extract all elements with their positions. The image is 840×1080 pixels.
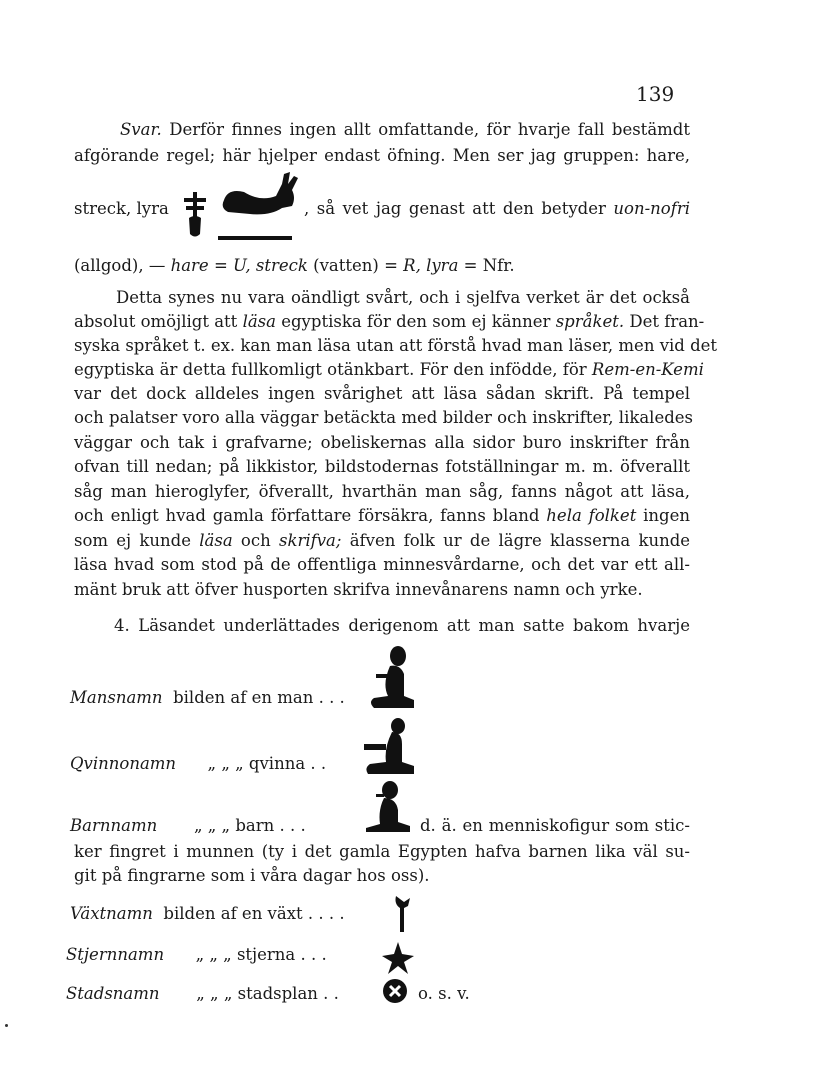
- margin-mark: [5, 1024, 8, 1027]
- determinative-row: Qvinnonamn „ „ „ qvinna . .: [70, 754, 327, 773]
- determinative-row: Mansnamn bilden af en man . . .: [70, 688, 345, 707]
- star-icon: [382, 942, 414, 974]
- streck-icon: [218, 234, 292, 242]
- text-line: o. s. v.: [418, 984, 470, 1003]
- city-plan-icon: [382, 978, 408, 1004]
- text-line: syska språket t. ex. kan man läsa utan att förstå hvad man läser, men vid det: [74, 336, 718, 355]
- text-line-with-glyphs: streck, lyra: [74, 199, 169, 218]
- text-line: 4. Läsandet underlättades derigenom att man satte bakom hvarje: [114, 616, 690, 635]
- determinative-row: Stadsnamn „ „ „ stadsplan . .: [66, 984, 339, 1003]
- text-line: egyptiska är detta fullkomligt otänkbart. För den infödde, för Rem-en-Kemi: [74, 360, 704, 379]
- seated-child-icon: [366, 780, 416, 836]
- text-line: git på fingrarne som i våra dagar hos oss).: [74, 866, 430, 885]
- determinative-row: Barnnamn „ „ „ barn . . .: [70, 816, 306, 835]
- text-line: var det dock alldeles ingen svårighet att läsa sådan skrift. På tempel: [74, 384, 690, 403]
- text-line: ofvan till nedan; på likkistor, bildstodernas fotställningar m. m. öfverallt: [74, 457, 690, 476]
- text-line: som ej kunde läsa och skrifva; äfven folk ur de lägre klasserna kunde: [74, 531, 691, 550]
- hare-icon: [220, 172, 304, 218]
- text-line: absolut omöjligt att läsa egyptiska för den som ej känner språket. Det fran-: [74, 312, 705, 331]
- text-line: (allgod), — hare = U, streck (vatten) = R, lyra = Nfr.: [74, 256, 515, 275]
- determinative-row: Stjernnamn „ „ „ stjerna . . .: [66, 945, 327, 964]
- text-line: mänt bruk att öfver husporten skrifva innevånarens namn och yrke.: [74, 580, 643, 599]
- text-line: och palatser voro alla väggar betäckta med bilder och inskrifter, likaledes: [74, 408, 694, 427]
- text-line: läsa hvad som stod på de offentliga minnesvårdarne, och det var ett all-: [74, 555, 690, 574]
- text-line: , så vet jag genast att den betyder uon-nofri: [304, 199, 690, 218]
- text-line: afgörande regel; här hjelper endast öfning. Men ser jag gruppen: hare,: [74, 146, 690, 165]
- page-number: 139: [636, 82, 675, 106]
- text-line: ker fingret i munnen (ty i det gamla Egypten hafva barnen lika väl su-: [74, 842, 690, 861]
- text-line: såg man hieroglyfer, öfverallt, hvarthän man såg, fanns något att läsa,: [74, 482, 690, 501]
- text-line: Detta synes nu vara oändligt svårt, och i sjelfva verket är det också: [116, 288, 690, 307]
- seated-woman-icon: [360, 718, 418, 776]
- text-line: Svar. Derför finnes ingen allt omfattande, för hvarje fall bestämdt: [120, 120, 690, 139]
- text-line: d. ä. en menniskofigur som stic-: [420, 816, 690, 835]
- plant-icon: [392, 894, 414, 934]
- text-line: väggar och tak i grafvarne; obeliskernas alla sidor buro inskrifter från: [74, 433, 690, 452]
- text-line: och enligt hvad gamla författare försäkra, fanns bland hela folket ingen: [74, 506, 690, 525]
- lyra-icon: [183, 192, 207, 240]
- determinative-row: Växtnamn bilden af en växt . . . .: [70, 904, 345, 923]
- seated-man-icon: [364, 644, 418, 714]
